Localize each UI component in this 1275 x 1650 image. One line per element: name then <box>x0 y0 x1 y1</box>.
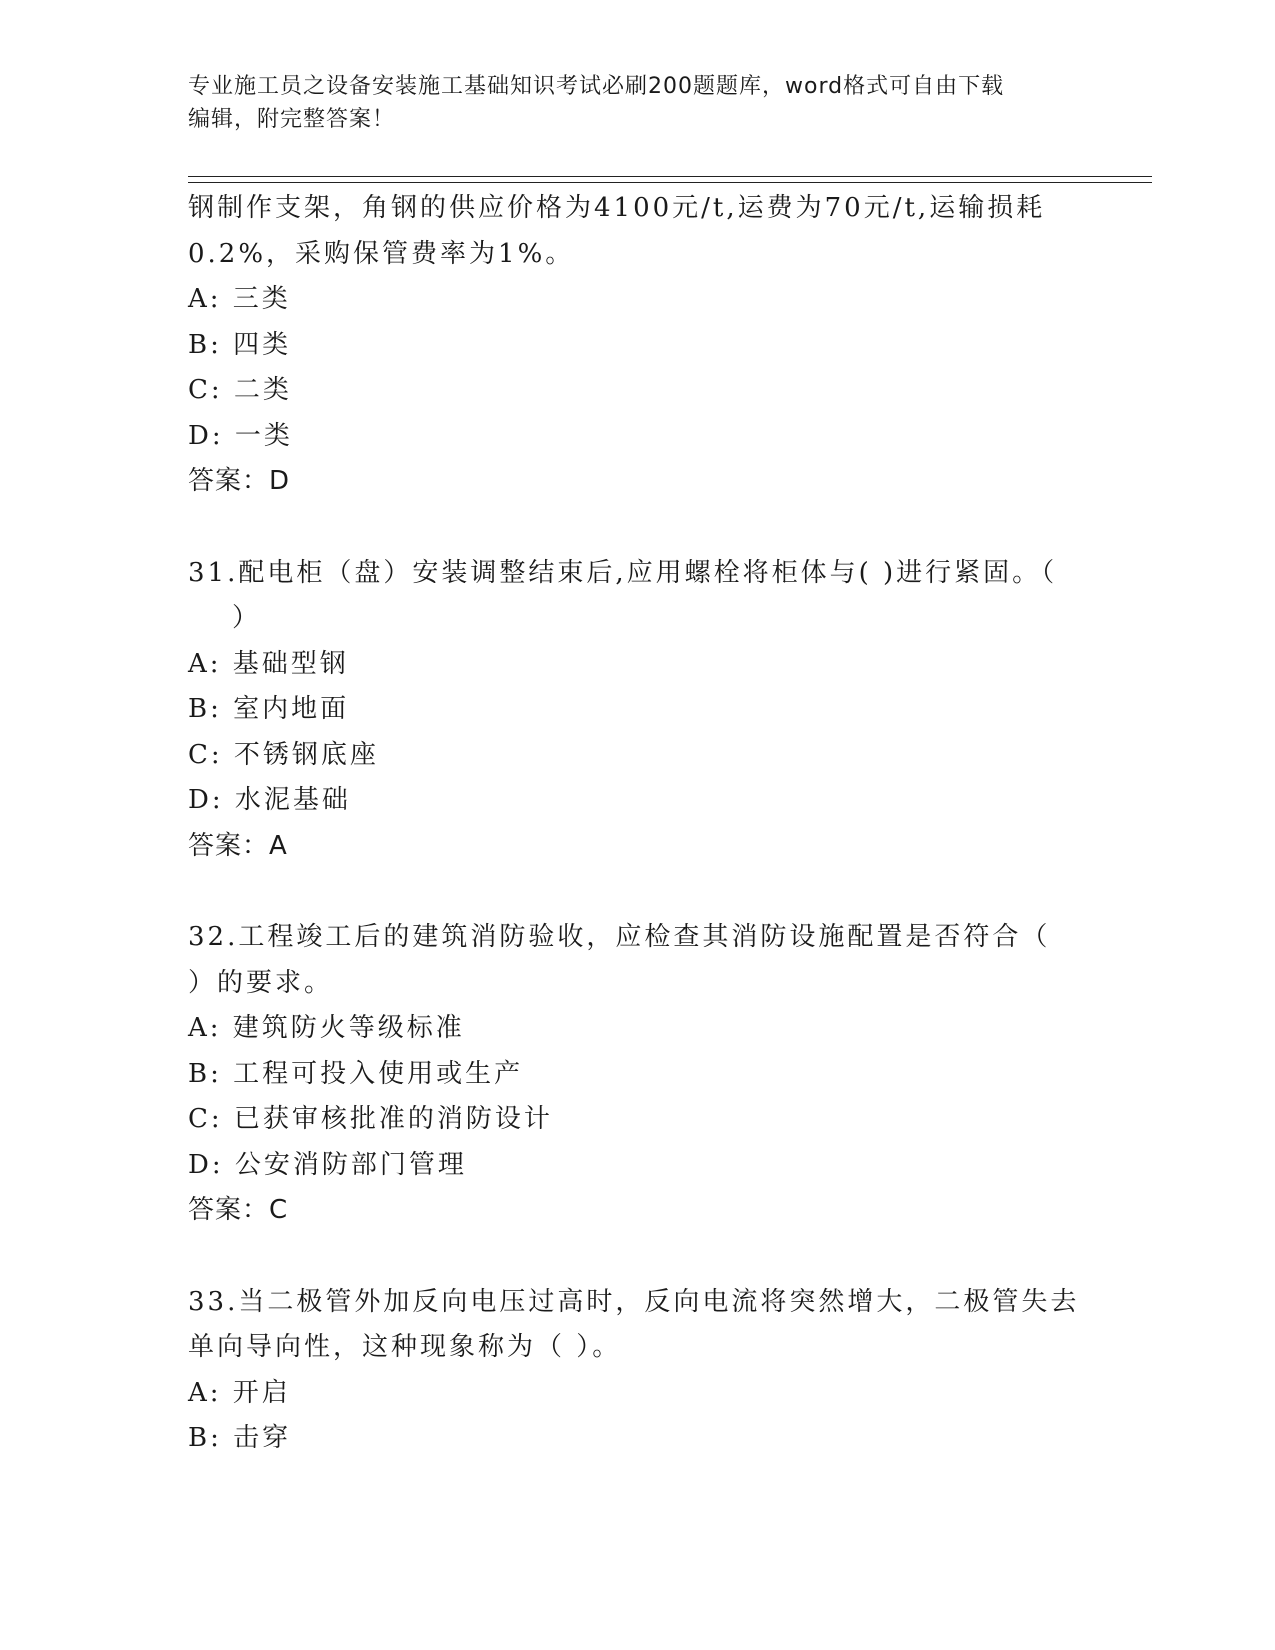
option-a: A: 开启 <box>188 1377 291 1408</box>
question-block-33 <box>188 1280 1088 1462</box>
question-text-line: 32.工程竣工后的建筑消防验收，应检查其消防设施配置是否符合（ <box>188 922 1051 952</box>
option-c: C: 二类 <box>188 375 292 405</box>
option-d: D: 公安消防部门管理 <box>188 1149 467 1180</box>
answer-line: 答案：A <box>188 830 288 861</box>
question-block-prev <box>188 186 1088 505</box>
header-line-2: 编辑，附完整答案！ <box>188 107 396 132</box>
question-text-line: ）的要求。 <box>188 967 334 998</box>
question-text-line: 31.配电柜（盘）安装调整结束后,应用螺栓将柜体与( )进行紧固。（ <box>188 557 1058 588</box>
option-a: A: 基础型钢 <box>188 648 349 679</box>
header-line-1: 专业施工员之设备安装施工基础知识考试必刷200题题库，word格式可自由下载 <box>188 74 1005 99</box>
question-block-32 <box>188 915 1088 1234</box>
option-b: B: 工程可投入使用或生产 <box>188 1058 524 1089</box>
question-list <box>188 186 1088 1462</box>
option-b: B: 室内地面 <box>188 694 350 724</box>
option-c: C: 不锈钢底座 <box>188 739 379 770</box>
header-divider-bottom <box>188 182 1152 183</box>
question-block-31 <box>188 551 1088 870</box>
option-d: D: 水泥基础 <box>188 785 351 815</box>
option-d: D: 一类 <box>188 420 293 451</box>
question-text-line: ） <box>232 603 262 633</box>
header-divider-top <box>188 176 1152 177</box>
option-a: A: 建筑防火等级标准 <box>188 1013 465 1043</box>
option-b: B: 四类 <box>188 329 292 360</box>
question-text-line: 0.2%，采购保管费率为1%。 <box>188 238 575 269</box>
question-text-line: 单向导向性，这种现象称为（ ）。 <box>188 1332 622 1362</box>
option-b: B: 击穿 <box>188 1423 292 1453</box>
question-text-line: 33.当二极管外加反向电压过高时，反向电流将突然增大，二极管失去 <box>188 1286 1080 1317</box>
document-header <box>188 70 1108 136</box>
question-text-line: 钢制作支架，角钢的供应价格为4100元/t,运费为70元/t,运输损耗 <box>188 193 1046 223</box>
option-a: A: 三类 <box>188 284 291 314</box>
option-c: C: 已获审核批准的消防设计 <box>188 1104 553 1134</box>
answer-line: 答案：D <box>188 466 291 496</box>
answer-line: 答案：C <box>188 1195 289 1225</box>
